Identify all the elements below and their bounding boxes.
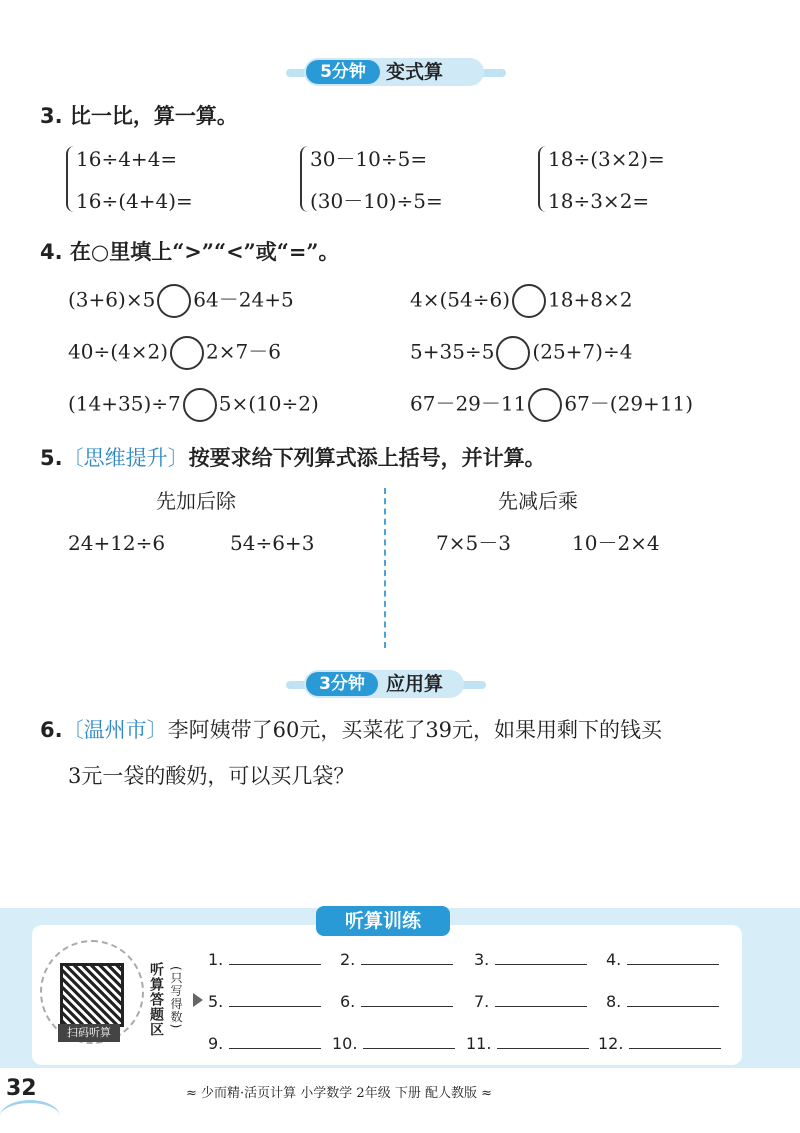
answer-circle[interactable] bbox=[183, 388, 217, 422]
question-6-line2: 3元一袋的酸奶，可以买几袋？ bbox=[68, 764, 355, 788]
section-header-variant bbox=[0, 58, 800, 88]
compare-row: (14+35)÷7 5×(10÷2) bbox=[68, 388, 319, 422]
compare-row: 67－29－11 67－(29+11) bbox=[410, 388, 693, 422]
footer-text: ≈ 少而精·活页计算 小学数学 2年级 下册 配人教版 ≈ bbox=[186, 1086, 492, 1101]
answer-blank[interactable]: 7. bbox=[474, 992, 587, 1012]
left-heading: 先加后除 bbox=[156, 489, 236, 513]
arrow-right-icon bbox=[193, 993, 203, 1007]
question-5-title: 5.〔思维提升〕按要求给下列算式添上括号，并计算。 bbox=[40, 445, 546, 470]
answer-circle[interactable] bbox=[170, 336, 204, 370]
answer-circle[interactable] bbox=[528, 388, 562, 422]
compare-row: 40÷(4×2) 2×7－6 bbox=[68, 336, 281, 370]
section-header-applied bbox=[0, 670, 800, 700]
answer-blank[interactable]: 3. bbox=[474, 950, 587, 970]
answer-circle[interactable] bbox=[157, 284, 191, 318]
expr: (30－10)÷5= bbox=[310, 189, 443, 213]
section-time: 5分钟 bbox=[306, 60, 380, 84]
answer-circle[interactable] bbox=[512, 284, 546, 318]
question-6: 6.〔温州市〕李阿姨带了60元，买菜花了39元，如果用剩下的钱买 bbox=[40, 718, 663, 742]
divider bbox=[384, 488, 386, 648]
expr: 18÷3×2= bbox=[548, 189, 650, 213]
answer-blank[interactable]: 6. bbox=[340, 992, 453, 1012]
brace bbox=[66, 146, 76, 212]
qr-code-icon[interactable] bbox=[60, 963, 124, 1027]
answer-circle[interactable] bbox=[496, 336, 530, 370]
question-4-title: 4. 在○里填上“>”“<”或“=”。 bbox=[40, 239, 340, 264]
brace bbox=[538, 146, 548, 212]
answer-blank[interactable]: 5. bbox=[208, 992, 321, 1012]
expr: 30－10÷5= bbox=[310, 147, 428, 171]
compare-row: 4×(54÷6) 18+8×2 bbox=[410, 284, 632, 318]
answer-blank[interactable]: 2. bbox=[340, 950, 453, 970]
answer-blank[interactable]: 8. bbox=[606, 992, 719, 1012]
answer-blank[interactable]: 9. bbox=[208, 1034, 321, 1054]
answer-blank[interactable]: 1. bbox=[208, 950, 321, 970]
brace bbox=[300, 146, 310, 212]
expr: 18÷(3×2)= bbox=[548, 147, 665, 171]
expr: 16÷4+4= bbox=[76, 147, 178, 171]
section-time: 3分钟 bbox=[306, 672, 378, 696]
qr-label: 扫码听算 bbox=[58, 1024, 120, 1042]
compare-row: 5+35÷5 (25+7)÷4 bbox=[410, 336, 632, 370]
side-label: 听算答题区 bbox=[148, 962, 164, 1037]
section-name: 变式算 bbox=[386, 61, 444, 83]
right-heading: 先减后乘 bbox=[498, 489, 578, 513]
question-3-title: 3. 比一比，算一算。 bbox=[40, 103, 238, 128]
answer-blank[interactable]: 12. bbox=[598, 1034, 721, 1054]
side-note: (只写得数) bbox=[169, 966, 183, 1030]
page-number: 32 bbox=[6, 1076, 37, 1101]
question-tag: 〔温州市〕 bbox=[62, 718, 168, 742]
expr: 7×5－3 bbox=[436, 531, 511, 555]
wave-decoration bbox=[0, 1100, 60, 1133]
expr: 24+12÷6 bbox=[68, 531, 166, 555]
listen-title: 听算训练 bbox=[316, 906, 450, 936]
expr: 54÷6+3 bbox=[230, 531, 315, 555]
expr: 16÷(4+4)= bbox=[76, 189, 193, 213]
section-name: 应用算 bbox=[386, 673, 444, 695]
answer-blank[interactable]: 4. bbox=[606, 950, 719, 970]
question-tag: 〔思维提升〕 bbox=[62, 446, 189, 470]
answer-blank[interactable]: 10. bbox=[332, 1034, 455, 1054]
answer-blank[interactable]: 11. bbox=[466, 1034, 589, 1054]
compare-row: (3+6)×5 64－24+5 bbox=[68, 284, 294, 318]
expr: 10－2×4 bbox=[572, 531, 660, 555]
